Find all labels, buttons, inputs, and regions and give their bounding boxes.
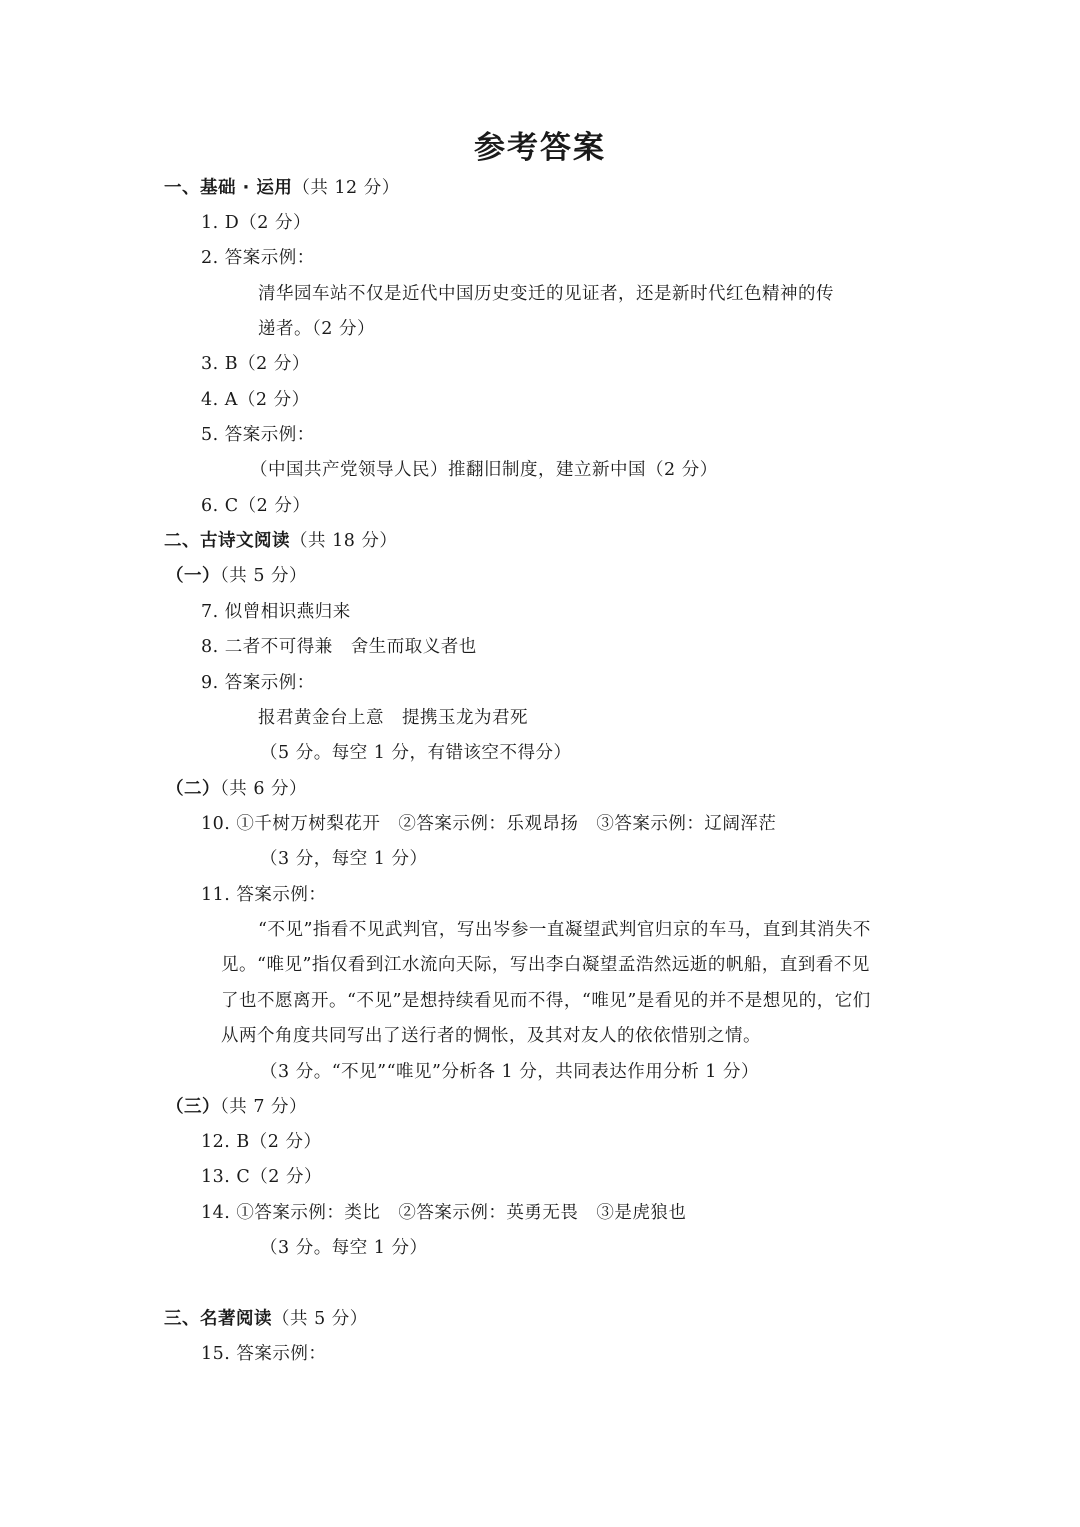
section-2-score: （共 18 分） xyxy=(290,531,398,551)
part-3-heading xyxy=(166,1095,307,1119)
answer-11-line-2: 见。“唯见”指仅看到江水流向天际，写出李白凝望孟浩然远逝的帆船，直到看不见 xyxy=(221,955,870,975)
answer-10-part-1: 10. ①千树万树梨花开 xyxy=(201,814,381,834)
answer-11-line-4: 从两个角度共同写出了送行者的惆怅，及其对友人的依依惜别之情。 xyxy=(221,1026,761,1046)
answer-5-label: 5. 答案示例： xyxy=(201,425,315,445)
section-2-heading xyxy=(164,529,397,553)
page-title: 参考答案 xyxy=(474,130,606,166)
answer-10-score: （3 分，每空 1 分） xyxy=(260,849,428,869)
answer-14 xyxy=(201,1201,686,1225)
answer-11-line-1: “不见”指看不见武判官，写出岑参一直凝望武判官归京的车马，直到其消失不 xyxy=(258,920,871,940)
answer-7: 7. 似曾相识燕归来 xyxy=(201,602,351,622)
answer-8 xyxy=(201,635,477,659)
answer-2-label: 2. 答案示例： xyxy=(201,248,315,268)
answer-9-score: （5 分。每空 1 分，有错该空不得分） xyxy=(260,743,572,763)
answer-13: 13. C（2 分） xyxy=(201,1167,322,1187)
part-1-score: （共 5 分） xyxy=(220,566,308,586)
part-3-label: （三） xyxy=(166,1097,220,1117)
answer-8-part-a: 8. 二者不可得兼 xyxy=(201,637,333,657)
section-1-heading xyxy=(164,176,400,200)
answer-3: 3. B（2 分） xyxy=(201,354,310,374)
answer-1: 1. D（2 分） xyxy=(201,213,311,233)
answer-4: 4. A（2 分） xyxy=(201,390,310,410)
section-3-score: （共 5 分） xyxy=(272,1309,368,1329)
section-1-title: 一、基础 · 运用 xyxy=(164,178,293,198)
answer-9-line-1 xyxy=(258,706,528,730)
answer-15-label: 15. 答案示例： xyxy=(201,1344,327,1364)
answer-2-line-2: 递者。（2 分） xyxy=(258,319,375,339)
answer-11-label: 11. 答案示例： xyxy=(201,885,327,905)
part-2-heading xyxy=(166,777,307,801)
answer-9-part-a: 报君黄金台上意 xyxy=(258,708,384,728)
section-2-title: 二、古诗文阅读 xyxy=(164,531,290,551)
answer-14-part-2: ②答案示例：英勇无畏 xyxy=(398,1203,579,1223)
answer-8-part-b: 舍生而取义者也 xyxy=(350,637,477,657)
part-2-score: （共 6 分） xyxy=(220,779,308,799)
answer-9-label: 9. 答案示例： xyxy=(201,673,315,693)
part-1-label: （一） xyxy=(166,566,220,586)
answer-12: 12. B（2 分） xyxy=(201,1132,322,1152)
answer-11-score: （3 分。“不见”“唯见”分析各 1 分，共同表达作用分析 1 分） xyxy=(260,1062,760,1082)
section-3-title: 三、名著阅读 xyxy=(164,1309,272,1329)
answer-6: 6. C（2 分） xyxy=(201,496,311,516)
part-2-label: （二） xyxy=(166,779,220,799)
answer-5-line-1: （中国共产党领导人民）推翻旧制度，建立新中国（2 分） xyxy=(250,460,718,480)
section-3-heading xyxy=(164,1307,368,1331)
part-1-heading xyxy=(166,564,307,588)
answer-14-part-3: ③是虎狼也 xyxy=(596,1203,687,1223)
answer-2-line-1: 清华园车站不仅是近代中国历史变迁的见证者，还是新时代红色精神的传 xyxy=(258,284,834,304)
part-3-score: （共 7 分） xyxy=(220,1097,308,1117)
answer-10-part-3: ③答案示例：辽阔浑茫 xyxy=(596,814,777,834)
section-1-score: （共 12 分） xyxy=(292,178,400,198)
answer-11-line-3: 了也不愿离开。“不见”是想持续看见而不得，“唯见”是看见的并不是想见的，它们 xyxy=(221,991,871,1011)
answer-14-score: （3 分。每空 1 分） xyxy=(260,1238,428,1258)
answer-14-part-1: 14. ①答案示例：类比 xyxy=(201,1203,381,1223)
answer-10-part-2: ②答案示例：乐观昂扬 xyxy=(398,814,579,834)
answer-10 xyxy=(201,812,776,836)
answer-9-part-b: 提携玉龙为君死 xyxy=(402,708,528,728)
